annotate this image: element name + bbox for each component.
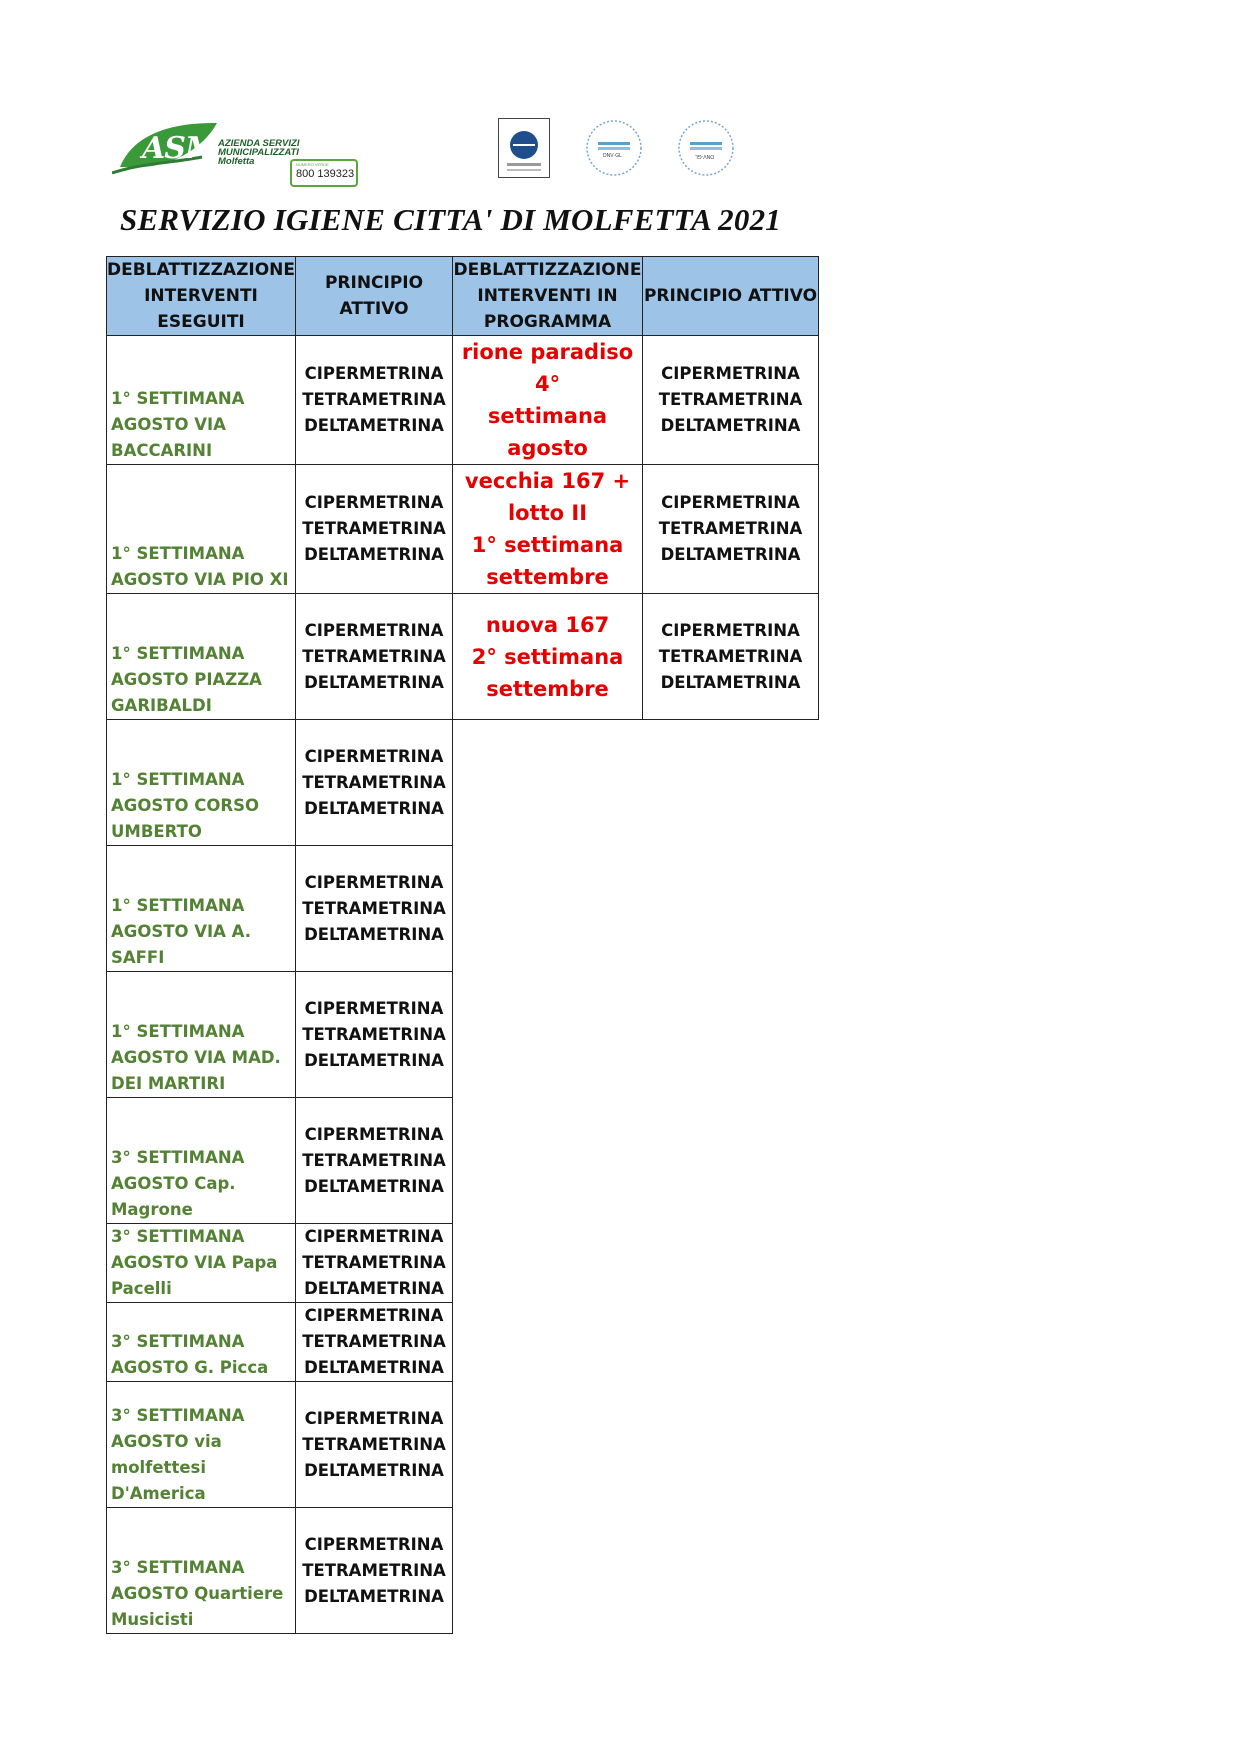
empty-cell xyxy=(643,1303,819,1382)
phone-number: 800 139323 xyxy=(296,168,355,180)
empty-cell xyxy=(453,1098,643,1224)
org-city: Molfetta xyxy=(218,156,255,167)
planned-active-ingredient-cell: CIPERMETRINA TETRAMETRINA DELTAMETRINA xyxy=(643,465,819,594)
location-cell: 1° SETTIMANA AGOSTO VIA A. SAFFI xyxy=(107,846,296,972)
table-row xyxy=(107,465,819,594)
active-ingredient-cell: CIPERMETRINA TETRAMETRINA DELTAMETRINA xyxy=(296,594,453,720)
location-cell: 1° SETTIMANA AGOSTO VIA MAD. DEI MARTIRI xyxy=(107,972,296,1098)
location-cell: 3° SETTIMANA AGOSTO G. Picca xyxy=(107,1303,296,1382)
location-cell: 3° SETTIMANA AGOSTO Quartiere Musicisti xyxy=(107,1508,296,1634)
location-cell: 1° SETTIMANA AGOSTO VIA BACCARINI xyxy=(107,336,296,465)
location-cell: 3° SETTIMANA AGOSTO via molfettesi D'America xyxy=(107,1382,296,1508)
dnv-gl-seal-icon xyxy=(670,118,742,178)
empty-cell xyxy=(453,1303,643,1382)
table-row xyxy=(107,846,819,972)
table-row xyxy=(107,720,819,846)
active-ingredient-cell: CIPERMETRINA TETRAMETRINA DELTAMETRINA xyxy=(296,336,453,465)
toll-free-badge xyxy=(290,159,358,187)
table-row xyxy=(107,1508,819,1634)
active-ingredient-cell: CIPERMETRINA TETRAMETRINA DELTAMETRINA xyxy=(296,465,453,594)
empty-cell xyxy=(453,1508,643,1634)
active-ingredient-cell: CIPERMETRINA TETRAMETRINA DELTAMETRINA xyxy=(296,720,453,846)
active-ingredient-cell: CIPERMETRINA TETRAMETRINA DELTAMETRINA xyxy=(296,1224,453,1303)
dnv-gl-label: DNV·GL xyxy=(603,153,622,159)
header-interventi-in-programma: DEBLATTIZZAZIONE INTERVENTI IN PROGRAMMA xyxy=(453,257,643,336)
empty-cell xyxy=(643,1508,819,1634)
deblattizzazione-table xyxy=(106,256,819,1634)
active-ingredient-cell: CIPERMETRINA TETRAMETRINA DELTAMETRINA xyxy=(296,972,453,1098)
org-line2: MUNICIPALIZZATI xyxy=(218,147,299,158)
active-ingredient-cell: CIPERMETRINA TETRAMETRINA DELTAMETRINA xyxy=(296,1508,453,1634)
location-cell: 1° SETTIMANA AGOSTO VIA PIO XI xyxy=(107,465,296,594)
phone-caption: NUMERO VERDE xyxy=(296,162,329,167)
table-row xyxy=(107,1098,819,1224)
empty-cell xyxy=(643,720,819,846)
active-ingredient-cell: CIPERMETRINA TETRAMETRINA DELTAMETRINA xyxy=(296,1098,453,1224)
asm-mark: ASM xyxy=(142,131,218,166)
active-ingredient-cell: CIPERMETRINA TETRAMETRINA DELTAMETRINA xyxy=(296,1382,453,1508)
table-row xyxy=(107,1382,819,1508)
table-row xyxy=(107,336,819,465)
table-row xyxy=(107,972,819,1098)
empty-cell xyxy=(453,972,643,1098)
empty-cell xyxy=(643,846,819,972)
planned-active-ingredient-cell: CIPERMETRINA TETRAMETRINA DELTAMETRINA xyxy=(643,594,819,720)
active-ingredient-cell: CIPERMETRINA TETRAMETRINA DELTAMETRINA xyxy=(296,846,453,972)
table-row xyxy=(107,594,819,720)
planned-intervention-cell: nuova 167 2° settimana settembre xyxy=(453,594,643,720)
table-row xyxy=(107,1224,819,1303)
table-row xyxy=(107,1303,819,1382)
header-interventi-eseguiti: DEBLATTIZZAZIONE INTERVENTI ESEGUITI xyxy=(107,257,296,336)
empty-cell xyxy=(453,846,643,972)
location-cell: 3° SETTIMANA AGOSTO VIA Papa Pacelli xyxy=(107,1224,296,1303)
empty-cell xyxy=(453,1382,643,1508)
dnv-gl-label: DNV·GL xyxy=(695,153,714,159)
location-cell: 1° SETTIMANA AGOSTO PIAZZA GARIBALDI xyxy=(107,594,296,720)
certiquality-seal-icon xyxy=(498,118,550,178)
planned-active-ingredient-cell: CIPERMETRINA TETRAMETRINA DELTAMETRINA xyxy=(643,336,819,465)
page-title: SERVIZIO IGIENE CITTA' DI MOLFETTA 2021 xyxy=(120,202,781,237)
location-cell: 1° SETTIMANA AGOSTO CORSO UMBERTO xyxy=(107,720,296,846)
empty-cell xyxy=(453,720,643,846)
org-line1: AZIENDA SERVIZI xyxy=(218,138,300,149)
empty-cell xyxy=(643,1098,819,1224)
header-principio-attivo: PRINCIPIO ATTIVO xyxy=(296,257,453,336)
header-principio-attivo-2: PRINCIPIO ATTIVO xyxy=(643,257,819,336)
dnv-gl-seal-icon xyxy=(578,118,650,178)
location-cell: 3° SETTIMANA AGOSTO Cap. Magrone xyxy=(107,1098,296,1224)
empty-cell xyxy=(643,1224,819,1303)
planned-intervention-cell: vecchia 167 + lotto II 1° settimana settembre xyxy=(453,465,643,594)
asm-logo xyxy=(112,117,362,187)
asm-org-name xyxy=(218,139,299,166)
active-ingredient-cell: CIPERMETRINA TETRAMETRINA DELTAMETRINA xyxy=(296,1303,453,1382)
table-header-row xyxy=(107,257,819,336)
empty-cell xyxy=(453,1224,643,1303)
planned-intervention-cell: rione paradiso 4° settimana agosto xyxy=(453,336,643,465)
empty-cell xyxy=(643,972,819,1098)
empty-cell xyxy=(643,1382,819,1508)
